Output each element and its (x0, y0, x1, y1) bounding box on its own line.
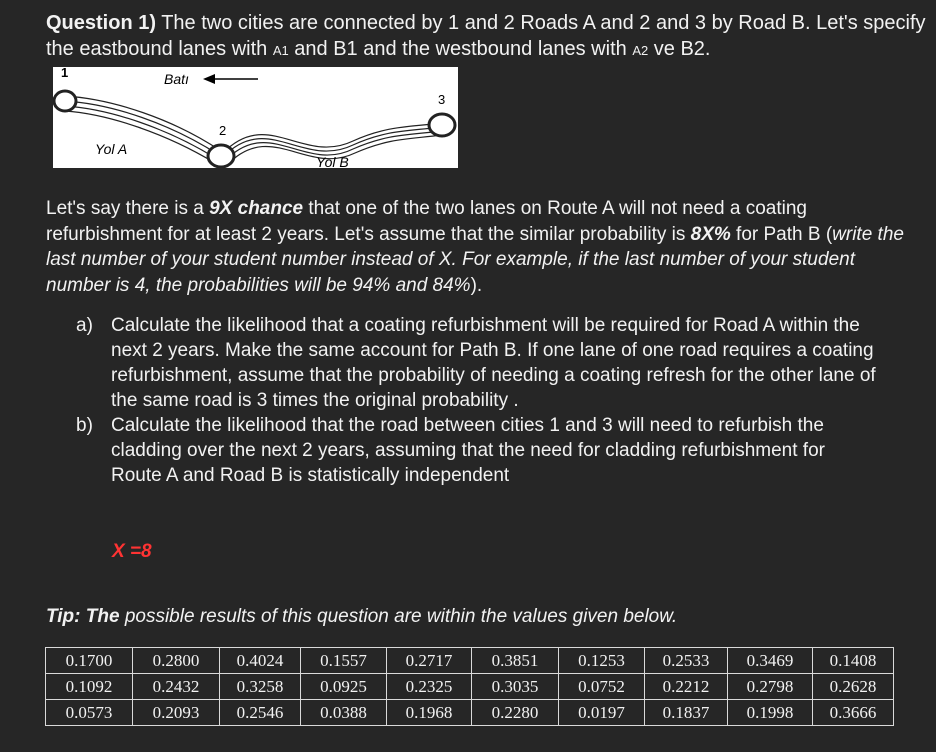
value-cell: 0.2093 (133, 700, 220, 726)
value-cell: 0.2628 (813, 674, 894, 700)
road-b-line (223, 123, 441, 153)
task-b-text: Calculate the likelihood that the road between cities 1 and 3 will need to refurbish the cladding over the next 2 years, assuming that the need for cladding refurbishment for Route A and Road B is statistically independent (111, 415, 825, 486)
value-cell: 0.1700 (46, 648, 133, 674)
task-item-a (76, 313, 876, 413)
task-a-label: a) (76, 315, 93, 336)
value-cell: 0.3666 (813, 700, 894, 726)
tip-text (46, 606, 677, 628)
value-cell: 0.1968 (387, 700, 472, 726)
value-cell: 0.2798 (728, 674, 813, 700)
west-label: Batı (164, 71, 189, 87)
value-cell: 0.0197 (559, 700, 645, 726)
task-b-label: b) (76, 415, 93, 436)
value-cell: 0.2717 (387, 648, 472, 674)
value-cell: 0.3851 (472, 648, 559, 674)
city-3-node (429, 114, 455, 136)
value-cell: 0.1837 (645, 700, 728, 726)
value-cell: 0.3469 (728, 648, 813, 674)
value-cell: 0.1092 (46, 674, 133, 700)
value-cell: 0.2546 (220, 700, 301, 726)
value-cell: 0.1998 (728, 700, 813, 726)
b-chance-label: 8X% (690, 223, 731, 245)
paragraph-part4: ). (470, 274, 483, 296)
values-row (46, 648, 894, 674)
question-text-part2: and B1 and the westbound lanes with (288, 38, 633, 60)
value-cell: 0.2325 (387, 674, 472, 700)
paragraph-part2: that one of the two lanes on Route A will not need a coating refurbishment for at least 2 years. Let's assume that the similar probability is (46, 198, 807, 245)
paragraph-part1: Let's say there is a (46, 198, 210, 219)
values-row (46, 674, 894, 700)
city-2-node (208, 145, 234, 167)
task-item-b (76, 413, 876, 488)
value-cell: 0.4024 (220, 648, 301, 674)
tip-rest: possible results of this question are within the values given below. (119, 606, 678, 627)
value-cell: 0.0925 (301, 674, 387, 700)
west-arrow-icon (203, 74, 258, 84)
chance-label: 9X chance (209, 198, 304, 219)
paragraph-part3: for Path B ( (730, 223, 833, 245)
value-cell: 0.2280 (472, 700, 559, 726)
value-cell: 0.0752 (559, 674, 645, 700)
road-diagram-svg (53, 67, 458, 168)
city-3-label: 3 (438, 92, 446, 107)
values-row (46, 700, 894, 726)
value-cell: 0.0388 (301, 700, 387, 726)
city-1-label: 1 (61, 67, 69, 80)
question-text-part1: The two cities are connected by 1 and 2 Roads A and 2 and 3 by Road B. Let's specify the eastbound lanes with (46, 12, 926, 60)
road-b-label: Yol B (316, 154, 349, 168)
value-cell: 0.0573 (46, 700, 133, 726)
value-cell: 0.2800 (133, 648, 220, 674)
task-list (76, 313, 876, 488)
city-2-label: 2 (219, 123, 227, 138)
city-1-node (54, 91, 76, 111)
question-label: Question 1) (46, 12, 157, 34)
value-cell: 0.1557 (301, 648, 387, 674)
x-value: X =8 (112, 541, 152, 562)
lane-a1-label: A1 (272, 43, 289, 58)
paragraph-italic-note: write the last number of your student number instead of X. For example, if the last number of your student number is 4, the probabilities will be 94% and 84% (46, 223, 904, 296)
tip-bold: Tip: The (46, 606, 120, 627)
question-text (46, 10, 926, 64)
value-cell: 0.1253 (559, 648, 645, 674)
value-cell: 0.3035 (472, 674, 559, 700)
road-diagram (53, 67, 458, 168)
possible-values-table (45, 647, 894, 726)
value-cell: 0.3258 (220, 674, 301, 700)
question-text-part3: ve B2. (648, 38, 711, 60)
value-cell: 0.1408 (813, 648, 894, 674)
value-cell: 0.2533 (645, 648, 728, 674)
value-cell: 0.2212 (645, 674, 728, 700)
value-cell: 0.2432 (133, 674, 220, 700)
problem-paragraph (46, 196, 906, 298)
road-a-label: Yol A (95, 141, 128, 157)
task-a-text: Calculate the likelihood that a coating refurbishment will be required for Road A within the next 2 years. Make the same account for Path B. If one lane of one road requires a coating refurbishment, assume that the probability of needing a coating refresh for the other lane of the same road is 3 times the original probability . (111, 315, 876, 411)
lane-a2-label: A2 (632, 43, 649, 58)
